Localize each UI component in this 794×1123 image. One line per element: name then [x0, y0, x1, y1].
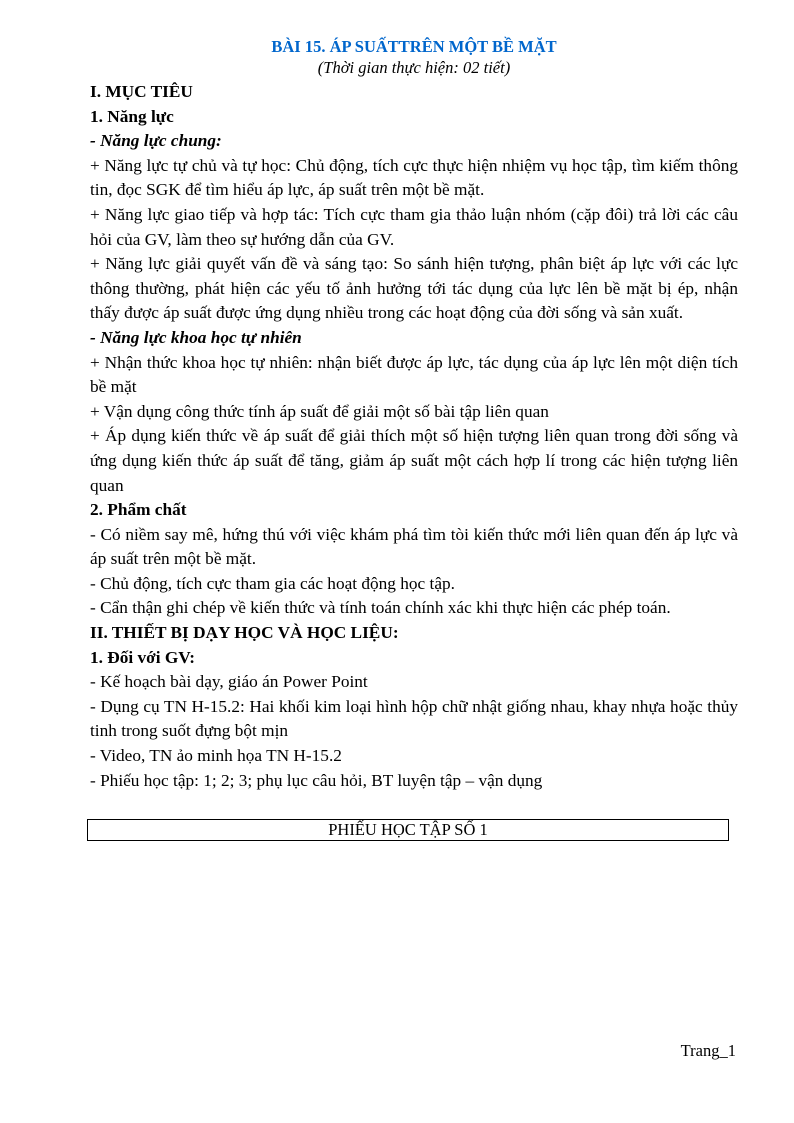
list-item: + Năng lực tự chủ và tự học: Chủ động, tích cực thực hiện nhiệm vụ học tập, tìm kiếm thông tin, đọc SGK để tìm hiểu áp lực, áp suất trên một bề mặt.: [90, 155, 738, 200]
general-competence-label: - Năng lực chung:: [90, 131, 222, 151]
list-item: + Áp dụng kiến thức về áp suất để giải thích một số hiện tượng liên quan trong đời sống và ứng dụng kiến thức áp suất để tăng, giảm áp suất một cách hợp lí trong các hiện tượng liên quan: [90, 426, 738, 495]
page-number: Trang_1: [680, 1041, 736, 1060]
section-objectives-heading: I. MỤC TIÊU: [90, 82, 193, 101]
worksheet-box-title: PHIẾU HỌC TẬP SỐ 1: [87, 819, 729, 841]
lesson-duration: (Thời gian thực hiện: 02 tiết): [317, 58, 511, 77]
list-item: - Phiếu học tập: 1; 2; 3; phụ lục câu hỏi, BT luyện tập – vận dụng: [90, 770, 543, 790]
subsection-teacher: 1. Đối với GV:: [90, 647, 195, 667]
document-page: [90, 36, 738, 793]
subsection-competence: 1. Năng lực: [90, 106, 174, 126]
list-item: - Dụng cụ TN H-15.2: Hai khối kim loại hình hộp chữ nhật giống nhau, khay nhựa hoặc thủy tinh trong suốt đựng bột mịn: [90, 696, 738, 741]
list-item: + Vận dụng công thức tính áp suất để giải một số bài tập liên quan: [90, 401, 549, 421]
section-equipment-heading: II. THIẾT BỊ DẠY HỌC VÀ HỌC LIỆU:: [90, 623, 399, 643]
list-item: - Cẩn thận ghi chép về kiến thức và tính toán chính xác khi thực hiện các phép toán.: [90, 598, 671, 618]
list-item: + Nhận thức khoa học tự nhiên: nhận biết được áp lực, tác dụng của áp lực lên một diện tích bề mặt: [90, 352, 738, 397]
list-item: + Năng lực giải quyết vấn đề và sáng tạo: So sánh hiện tượng, phân biệt áp lực với các lực thông thường, phát hiện các yếu tố ảnh hưởng tới tác dụng của lực lên bề mặt bị ép, nhận thấy được áp suất được ứng dụng nhiều trong các hoạt động của đời sống và sản xuất.: [90, 254, 738, 323]
list-item: - Kế hoạch bài dạy, giáo án Power Point: [90, 672, 368, 692]
subsection-qualities: 2. Phẩm chất: [90, 500, 187, 520]
list-item: - Có niềm say mê, hứng thú với việc khám phá tìm tòi kiến thức mới liên quan đến áp lực và áp suất trên một bề mặt.: [90, 524, 738, 569]
list-item: + Năng lực giao tiếp và hợp tác: Tích cực tham gia thảo luận nhóm (cặp đôi) trả lời các câu hỏi của GV, làm theo sự hướng dẫn của GV.: [90, 204, 738, 249]
list-item: - Chủ động, tích cực tham gia các hoạt động học tập.: [90, 573, 455, 593]
list-item: - Video, TN ảo minh họa TN H-15.2: [90, 746, 342, 766]
science-competence-label: - Năng lực khoa học tự nhiên: [90, 327, 302, 347]
lesson-title: BÀI 15. ÁP SUẤTTRÊN MỘT BỀ MẶT: [271, 37, 557, 56]
